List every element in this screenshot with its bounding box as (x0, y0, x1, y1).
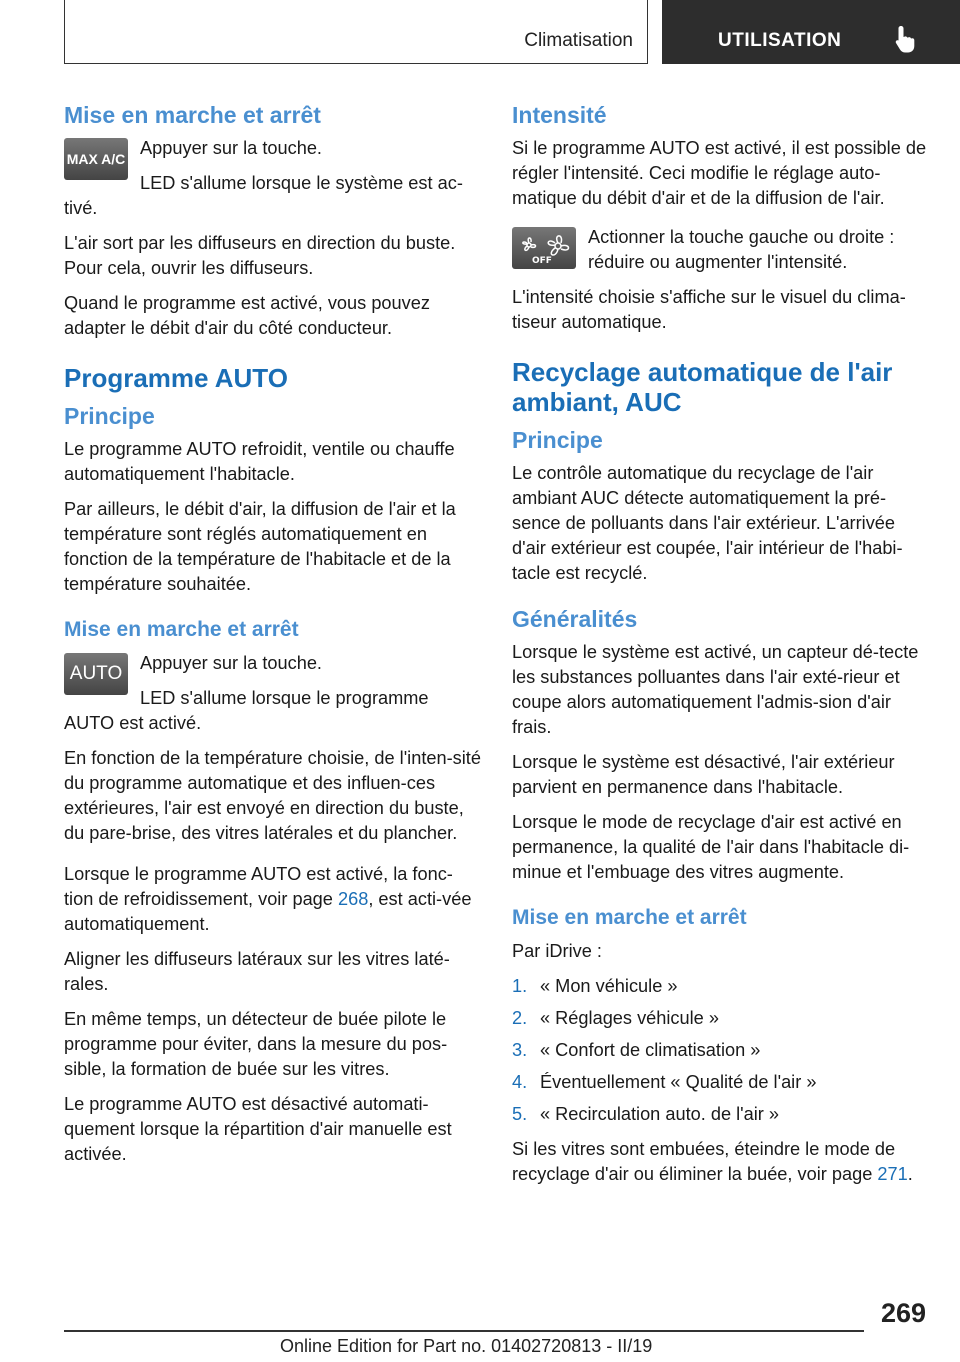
left-column (64, 100, 482, 1177)
intensite-text-3: L'intensité choisie s'affiche sur le visuel du clima‐tiseur automatique. (512, 287, 906, 332)
step-text: « Réglages véhicule » (540, 1008, 719, 1028)
list-item (512, 1070, 930, 1095)
step-text: Éventuellement « Qualité de l'air » (540, 1072, 817, 1092)
heading-maxac-on-off: Mise en marche et arrêt (64, 102, 321, 128)
auto-text-4a: Lorsque le programme AUTO est activé, la fonc‐tion de refroidissement, voir page (64, 864, 453, 909)
principe-text-2: Par ailleurs, le débit d'air, la diffusion de l'air et la température sont réglés automatiquement en fonction de la température de l'habitacle et de la température souhaitée. (64, 499, 456, 594)
list-item (512, 1038, 930, 1063)
auto-text-2: LED s'allume lorsque le programme AUTO est activé. (64, 688, 429, 733)
auto-button-row (64, 651, 482, 746)
heading-intensite: Intensité (512, 102, 607, 128)
header-section-box (64, 0, 648, 64)
intensite-text-1: Si le programme AUTO est activé, il est possible de régler l'intensité. Ceci modifie le réglage auto‐matique du débit d'air et de la diffusion de l'air. (512, 138, 927, 208)
step-text: « Mon véhicule » (540, 976, 678, 996)
chapter-title: UTILISATION (718, 30, 842, 51)
maxac-text-3: L'air sort par les diffuseurs en direction du buste. Pour cela, ouvrir les diffuseurs. (64, 233, 456, 278)
step-text: « Recirculation auto. de l'air » (540, 1104, 780, 1124)
final-text-a: Si les vitres sont embuées, éteindre le mode de recyclage d'air ou éliminer la buée, voir page (512, 1139, 896, 1184)
generalites-text-2: Lorsque le système est désactivé, l'air extérieur parvient en permanence dans l'habitacle. (512, 752, 895, 797)
auto-button-image: AUTO (64, 653, 128, 695)
footer-divider (64, 1330, 864, 1332)
heading-auc: Recyclage automatique de l'air ambiant, AUC (512, 357, 893, 417)
auto-text-6: En même temps, un détecteur de buée pilote le programme pour éviter, dans la mesure du pos‐sible, la formation de buée sur les vitres. (64, 1009, 448, 1079)
right-column (512, 100, 930, 1197)
idrive-steps-list (512, 974, 930, 1127)
maxac-button-image: MAX A/C (64, 138, 128, 180)
step-number: 3. (512, 1040, 528, 1060)
principe-text-1: Le programme AUTO refroidit, ventile ou chauffe automatiquement l'habitacle. (64, 439, 455, 484)
fan-intensity-button-image (512, 227, 576, 269)
auto-text-4 (64, 862, 482, 937)
section-title: Climatisation (524, 30, 633, 51)
intensite-text-2: Actionner la touche gauche ou droite : réduire ou augmenter l'intensité. (588, 227, 895, 272)
heading-auc-on-off: Mise en marche et arrêt (512, 906, 747, 929)
page-link-271[interactable]: 271 (877, 1164, 908, 1184)
maxac-button-row (64, 136, 482, 231)
heading-generalites: Généralités (512, 606, 638, 632)
intensite-button-row (512, 225, 930, 285)
step-number: 5. (512, 1104, 528, 1124)
idrive-intro: Par iDrive : (512, 941, 602, 961)
auto-text-4b: , est acti‐vée automatiquement. (64, 889, 472, 934)
list-item (512, 1006, 930, 1031)
final-text (512, 1137, 930, 1187)
auto-text-1: Appuyer sur la touche. (140, 653, 322, 673)
step-number: 1. (512, 976, 528, 996)
auto-text-5: Aligner les diffuseurs latéraux sur les vitres laté‐rales. (64, 949, 450, 994)
page-number: 269 (880, 1298, 926, 1328)
heading-auto-on-off: Mise en marche et arrêt (64, 618, 299, 641)
step-text: « Confort de climatisation » (540, 1040, 761, 1060)
list-item (512, 974, 930, 999)
maxac-text-1: Appuyer sur la touche. (140, 138, 322, 158)
heading-auto-program: Programme AUTO (64, 363, 288, 393)
auc-text-1: Le contrôle automatique du recyclage de l'air ambiant AUC détecte automatiquement la pré‐sence de polluants dans l'air extérieur. L'arrivée d'air extérieur est coupée, l'air intérieur de l'habi‐tacle est recyclé. (512, 463, 903, 583)
fan-icon (523, 236, 569, 255)
footer-edition: Online Edition for Part no. 01402720813 - II/19 (280, 1336, 653, 1356)
heading-principe: Principe (64, 403, 155, 429)
list-item (512, 1102, 930, 1127)
header-chapter-box (662, 0, 960, 64)
generalites-text-3: Lorsque le mode de recyclage d'air est activé en permanence, la qualité de l'air dans l'habitacle di‐minue et l'embuage des vitres augmente. (512, 812, 910, 882)
step-number: 4. (512, 1072, 528, 1092)
step-number: 2. (512, 1008, 528, 1028)
maxac-text-2: LED s'allume lorsque le système est ac‐tivé. (64, 173, 463, 218)
generalites-text-1: Lorsque le système est activé, un capteur dé‐tecte les substances polluantes dans l'air exté‐rieur et coupe alors automatiquement l'admis‐sion d'air frais. (512, 642, 919, 737)
heading-principe-auc: Principe (512, 427, 603, 453)
final-text-b: . (907, 1164, 913, 1184)
auto-text-7: Le programme AUTO est désactivé automati‐quement lorsque la répartition d'air manuelle est activée. (64, 1094, 452, 1164)
maxac-text-4: Quand le programme est activé, vous pouvez adapter le débit d'air du côté conducteur. (64, 293, 430, 338)
page-link-268[interactable]: 268 (337, 889, 369, 909)
hand-pointer-icon (894, 24, 918, 59)
auto-text-3: En fonction de la température choisie, de l'inten‐sité du programme automatique et des influen‐ces extérieures, l'air est envoyé en direction du buste, du pare-brise, des vitres latérales et du plancher. (64, 748, 481, 843)
off-label: OFF (532, 256, 552, 265)
